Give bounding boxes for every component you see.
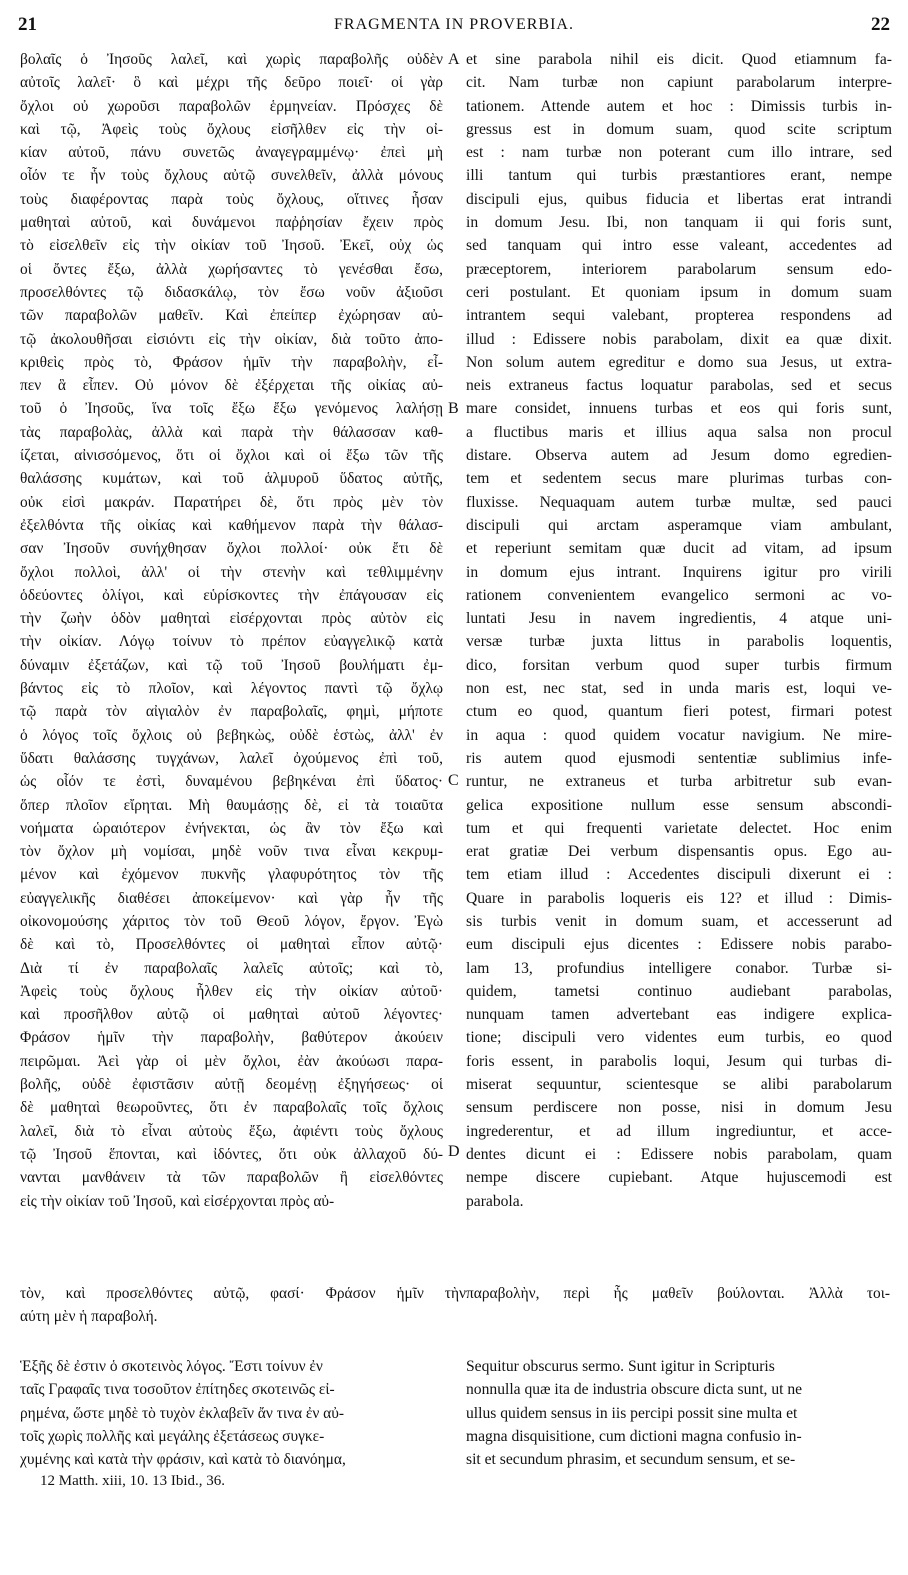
greek-column-lower	[20, 1355, 443, 1471]
latin-text-line: Sequitur obscurus sermo. Sunt igitur in Scripturis	[466, 1358, 775, 1375]
latin-text-line: ctum eo quod, quantum fieri potest, firmari potest	[466, 703, 892, 721]
margin-letter-b: B	[448, 400, 459, 417]
greek-text-line: ταῖς Γραφαῖς τινα τοσοῦτον ἐπίτηδες σκοτεινῶς εἰ-	[20, 1381, 335, 1399]
latin-text-line: fluxisse. Nequaquam autem turbæ multæ, sed pauci	[466, 493, 892, 511]
latin-text-line: est : nam turbæ non poterant cum illo intrare, sed	[466, 144, 892, 162]
latin-text-line: lam 13, profundius intelligere conabor. Turbæ si-	[466, 959, 892, 977]
greek-text-line: ὁ λόγος τοῖς ὄχλοις οὐ βεβηκὼς, οὐδὲ ἑστὼς, ἀλλ' ἐν	[20, 726, 443, 744]
latin-text-line: luntati Jesu in navem ingredientis, 4 atque uni-	[466, 610, 892, 628]
latin-text-line: nunquam tamen advertebant eas indigere explica-	[466, 1006, 892, 1024]
greek-text-line: εἰς τὴν οἰκίαν τοῦ Ἰησοῦ, καὶ εἰσέρχονται πρὸς αὐ-	[20, 1192, 335, 1210]
latin-text-line: intrantem sequi valebant, propterea respondens ad	[466, 307, 892, 325]
latin-text-line: dico, forsitan verbum quod super turbis firmum	[466, 656, 892, 674]
footnotes: 12 Matth. xiii, 10. 13 Ibid., 36.	[40, 1473, 225, 1489]
latin-text-line: in aqua : quod quidem vocatur navigium. Ne mire-	[466, 726, 892, 744]
greek-text-line: ὁδεύοντες ὀλίγοι, καὶ εὑρίσκοντες τὴν ἐπάγουσαν εἰς	[20, 586, 443, 604]
latin-text-line: quidem, tametsi continuo audiebant parabolas,	[466, 982, 892, 1000]
greek-text-line: νοήματα ὡραιότερον ἐνήνεκται, ὡς ἂν τὸν ἔξω καὶ	[20, 819, 443, 837]
latin-text-line: ullus quidem sensus in iis percipi possit sine multa et	[466, 1404, 798, 1422]
greek-column	[20, 48, 443, 1213]
greek-text-line: ὄχλοι πολλοὶ, ἀλλ' οἱ τὴν στενὴν καὶ τεθλιμμένην	[20, 563, 443, 581]
latin-text-line: sit et secundum phrasim, et secundum sensum, et se-	[466, 1451, 796, 1469]
greek-text-line: θαλάσσης κυμάτων, καὶ τοῦ ἁλμυροῦ ὕδατος αὐτῆς,	[20, 470, 443, 488]
latin-text-line: erat gratiæ Dei verbum dispensantis opus. Ego au-	[466, 843, 892, 861]
latin-column-lower	[466, 1355, 892, 1471]
latin-text-line: sis turbis venit in domum suam, et accesserunt ad	[466, 912, 892, 930]
latin-text-line: tationem. Attende autem et hoc : Dimissis turbis in-	[466, 97, 892, 115]
page-number-left: 21	[18, 14, 37, 35]
latin-text-line: Non solum autem egreditur e domo sua Jesus, ut extra-	[466, 353, 892, 371]
latin-text-line: ingrederentur, et ad illum ingrediuntur, et acce-	[466, 1122, 892, 1140]
greek-text-line: μένον καὶ ἐχόμενον πυκνῆς γλαφυρότητος τὸν τῆς	[20, 866, 443, 884]
margin-letter-d: D	[448, 1143, 460, 1160]
latin-text-line: distare. Observa autem ad Jesum domo egredien-	[466, 447, 892, 465]
latin-text-line: sed tanquam qui intro esse valeant, accedentes ad	[466, 237, 892, 255]
greek-text-line: ὄχλοι οὐ χωροῦσι παραβολῶν ἑρμηνείαν. Πρόσχες δὲ	[20, 97, 443, 115]
latin-text-line: dentes dicunt ei : Edissere nobis parabolam, quam	[466, 1145, 892, 1163]
greek-text-line: οἱ ὄντες ἔξω, ἀλλὰ χωρήσαντες τὸ γενέσθαι ἔσω,	[20, 260, 443, 278]
spanning-line-greek: τὸν, καὶ προσελθόντες αὐτῷ, φασί· Φράσον ἡμῖν τὴν	[20, 1285, 466, 1302]
greek-text-line: νανται μανθάνειν τὰ τῶν παραβολῶν ἢ εἰσελθόντες	[20, 1169, 443, 1187]
latin-text-line: tem et sedentem secus mare plurimas turbas con-	[466, 470, 892, 488]
latin-text-line: tum et qui frequenti varietate delectet. Hoc enim	[466, 819, 892, 837]
latin-text-line: versæ turbæ juxta littus in parabolis loquentis,	[466, 633, 892, 651]
greek-text-line: λαλεῖ, διὰ τὸ εἶναι αὐτοὺς ἔξω, ἀφιέντι τοὺς ὄχλους	[20, 1122, 443, 1140]
greek-text-line: ρημένα, ὥστε μηδὲ τὸ τυχὸν ἐκλαβεῖν ἄν τινα ἐν αὐ-	[20, 1404, 344, 1422]
greek-text-line: Φράσον ἡμῖν τὴν παραβολὴν, βαθύτερον ἀκούειν	[20, 1029, 443, 1047]
latin-column	[466, 48, 892, 1213]
greek-text-line: τῶν παραβολῶν μαθεῖν. Καὶ ἐπείπερ ἐχώρησαν αὐ-	[20, 307, 443, 325]
latin-text-line: discipuli ejus, quibus fiducia et libertas erat intrandi	[466, 190, 892, 208]
spanning-line-end: αύτη μὲν ἡ παραβολή.	[20, 1308, 158, 1325]
greek-text-line: πειρῶμαι. Ἀεὶ γὰρ οἱ μὲν ὄχλοι, ἐὰν ἀκούωσι παρα-	[20, 1052, 443, 1070]
latin-text-line: in domum Jesu. Ibi, non tanquam ii qui foris sunt,	[466, 214, 892, 232]
greek-text-line: τὰς παραβολὰς, ἀλλὰ καὶ παρὰ τὴν θάλασσαν καθ-	[20, 423, 443, 441]
greek-text-line: ίζεται, αἰνισσόμενος, ὅτι οἱ ὄχλοι καὶ οἱ ἔξω τῶν τῆς	[20, 447, 443, 465]
greek-text-line: πεν ἃ εἶπεν. Οὐ μόνον δὲ ἐξέρχεται τῆς οἰκίας αὐ-	[20, 377, 443, 395]
page-header	[18, 14, 890, 40]
latin-text-line: Quare in parabolis loqueris eis 12? et illud : Dimis-	[466, 889, 892, 907]
greek-text-line: τοῖς χωρὶς πολλῆς καὶ μεγάλης ἐξετάσεως συγκε-	[20, 1427, 325, 1445]
latin-text-line: eum discipuli ejus dicentes : Edissere nobis parabo-	[466, 936, 892, 954]
latin-text-line: parabola.	[466, 1192, 524, 1210]
greek-text-line: ὅπερ πλοῖον εἴρηται. Μὴ θαυμάσῃς δὲ, εἰ τὰ τοιαῦτα	[20, 796, 443, 814]
margin-letter-c: C	[448, 772, 459, 789]
running-title: FRAGMENTA IN PROVERBIA.	[334, 16, 574, 33]
greek-text-line: κριθεὶς πρὸς τὸ, Φράσον ἡμῖν τὴν παραβολὴν, εἶ-	[20, 353, 443, 371]
greek-text-line: σαν Ἰησοῦν συνήχθησαν ὄχλοι πολλοί· οὐκ ἔτι δὲ	[20, 540, 443, 558]
latin-text-line: rationem convenientem evangelico sermoni ac vo-	[466, 586, 892, 604]
latin-text-line: cit. Nam turbæ non capiunt parabolarum interpre-	[466, 74, 892, 92]
greek-text-line: οἰκονομούσης χάριτος τὸν τοῦ Θεοῦ λόγον, ἔργον. Ἐγὼ	[20, 912, 443, 930]
greek-text-line: οὐκ εἰσὶ μακράν. Παρατήρει δὲ, ὅτι πρὸς μὲν τὸν	[20, 493, 443, 511]
latin-text-line: tione; discipuli vero videntes eum turbis, eo quod	[466, 1029, 892, 1047]
latin-text-line: nempe discere cupiebant. Atque hujuscemodi est	[466, 1169, 892, 1187]
greek-text-line: τῷ παρὰ τὸν αἰγιαλὸν ἐν παραβολαῖς, φημὶ, μήποτε	[20, 703, 443, 721]
spanning-line-continuation: παραβολὴν, περὶ ἧς μαθεῖν βούλονται. Ἀλλὰ τοι-	[466, 1285, 890, 1302]
latin-text-line: et sine parabola nihil eis dicit. Quod etiamnum fa-	[466, 51, 892, 68]
greek-text-line: δὲ μαθηταὶ θεωροῦντες, ὅτι ἐν παραβολαῖς τοῖς ὄχλοις	[20, 1099, 443, 1117]
greek-text-line: δύναμιν ἐξετάζων, καὶ τῷ τοῦ Ἰησοῦ βουλήματι ἐμ-	[20, 656, 443, 674]
latin-text-line: a fluctibus maris et illius aqua salsa non procul	[466, 423, 892, 441]
latin-text-line: nonnulla quæ ita de industria obscure dicta sunt, ut ne	[466, 1381, 803, 1399]
greek-text-line: χυμένης καὶ κατὰ τὴν φράσιν, καὶ κατὰ τὸ διανόημα,	[20, 1451, 346, 1469]
latin-text-line: foris essent, in parabolis loqui, Jesum qui turbas di-	[466, 1052, 892, 1070]
greek-text-line: δὲ καὶ τὸ, Προσελθόντες οἱ μαθηταὶ εἶπον αὐτῷ·	[20, 936, 443, 954]
latin-text-line: tem etiam illud : Accedentes discipuli dixerunt ei :	[466, 866, 892, 884]
greek-text-line: ὡς οἷόν τε ἐστὶ, δυναμένου βεβηκέναι ἐπὶ ὕδατος·	[20, 773, 443, 791]
greek-text-line: τοῦ ὁ Ἰησοῦς, ἵνα τοῖς ἔξω ἔξω γενόμενος λαλήσῃ	[20, 400, 443, 418]
greek-text-line: καὶ τῷ, Ἀφεὶς τοὺς ὄχλους εἰσῆλθεν εἰς τὴν οἰ-	[20, 120, 443, 138]
greek-text-line: τοὺς διαφέροντας παρὰ τοὺς ὄχλους, οἵτινες ἦσαν	[20, 190, 443, 208]
greek-text-line: τὴν οἰκίαν. Λόγῳ τοίνυν τὸ πρέπον εὐαγγελικῷ κατὰ	[20, 633, 443, 651]
latin-text-line: runtur, ne extraneus et turba arbitretur sub evan-	[466, 773, 892, 791]
greek-text-line: ὕδατι θαλάσσης τυγχάνων, λαλεῖ ὀχούμενος ἐπὶ τοῦ,	[20, 749, 443, 767]
greek-text-line: καὶ προσῆλθον αὐτῷ οἱ μαθηταὶ αὐτοῦ λέγοντες·	[20, 1006, 443, 1024]
latin-text-line: non est, nec stat, sed in unda maris est, loqui ve-	[466, 680, 892, 698]
spanning-line	[20, 1282, 892, 1305]
latin-text-line: sensum perdiscere non posse, nisi in domum Jesu	[466, 1099, 892, 1117]
latin-text-line: miserat sequuntur, scientesque se alibi parabolarum	[466, 1076, 892, 1094]
greek-text-line: ἐξελθόντα τῆς οἰκίας καὶ καθήμενον παρὰ τὴν θάλασ-	[20, 516, 443, 534]
greek-text-line: κίαν αὐτοῦ, πάνυ συνετῶς ἀναγεγραμμένῳ· ἐπεὶ μὴ	[20, 144, 443, 162]
greek-text-line: προσελθόντες τῷ διδασκάλῳ, τὸν ἔσω νοῦν ἀξιοῦσι	[20, 283, 443, 301]
greek-text-line: τὸν ὄχλον μὴ νομίσαι, μηδὲ νοῦν τινα εἶναι κεκρυμ-	[20, 843, 443, 861]
latin-text-line: magna disquisitione, cum dictioni magna confusio in-	[466, 1427, 802, 1445]
latin-text-line: in domum ejus intrant. Inquirens igitur pro virili	[466, 563, 892, 581]
margin-letter-a: A	[448, 51, 460, 68]
greek-text-line: βολῆς, οὐδὲ ἐφιστᾶσιν αὐτῇ δεομένῃ ἐξηγήσεως· οἱ	[20, 1076, 443, 1094]
latin-text-line: illi tantum qui turbis præstantiores erant, nempe	[466, 167, 892, 185]
latin-text-line: ris autem quod ejusmodi sententiæ sublimius infe-	[466, 749, 892, 767]
greek-text-line: τὴν ζωὴν ὁδὸν μαθηταὶ εἰσέρχονται πρὸς αὐτὸν εἰς	[20, 610, 443, 628]
latin-text-line: neis extraneus factus loquatur parabolas, sed et secus	[466, 377, 892, 395]
latin-text-line: discipuli qui arctam asperamque viam ambulant,	[466, 516, 892, 534]
greek-text-line: Διὰ τί ἐν παραβολαῖς λαλεῖς αὐτοῖς; καὶ τὸ,	[20, 959, 443, 977]
latin-text-line: ceri postulant. Et quoniam ipsum in domum suam	[466, 283, 892, 301]
greek-text-line: Ἑξῆς δὲ ἐστιν ὁ σκοτεινὸς λόγος. Ἔστι τοίνυν ἐν	[20, 1358, 323, 1375]
latin-text-line: gressus est in domum suam, quod scite scriptum	[466, 120, 892, 138]
greek-text-line: εὐαγγελικῆς διαθέσει ἀποκείμενον· καὶ γὰρ ἦν τῆς	[20, 889, 443, 907]
latin-text-line: gelica expositione nullum esse sensum abscondi-	[466, 796, 892, 814]
latin-text-line: illud : Edissere nobis parabolam, dixit ea quæ dixit.	[466, 330, 892, 348]
greek-text-line: τῷ ἀκολουθῆσαι εἰσιόντι εἰς τὴν οἰκίαν, διὰ τοῦτο ἀπο-	[20, 330, 443, 348]
greek-text-line: τῷ Ἰησοῦ ἕπονται, καὶ ἰδόντες, ὅτι οὐκ ἀλλαχοῦ δύ-	[20, 1145, 443, 1163]
latin-text-line: et reperiunt semitam quæ ducit ad vitam, ad ipsum	[466, 540, 892, 558]
greek-text-line: τὸ εἰσελθεῖν εἰς τὴν οἰκίαν τοῦ Ἰησοῦ. Ἐκεῖ, οὐχ ὡς	[20, 237, 443, 255]
greek-text-line: αὐτοῖς λαλεῖ· ὃ καὶ μέχρι τῆς δεῦρο ποιεῖ· οἱ γὰρ	[20, 74, 443, 92]
greek-text-line: βολαῖς ὁ Ἰησοῦς λαλεῖ, καὶ χωρὶς παραβολῆς οὐδὲν	[20, 51, 443, 68]
page-number-right: 22	[871, 14, 890, 35]
latin-text-line: mare considet, innuens turbas et eos qui foris sunt,	[466, 400, 892, 418]
greek-text-line: μαθηταὶ αὐτοῦ, καὶ δυνάμενοι παῤῥησίαν ἔχειν πρὸς	[20, 214, 443, 232]
greek-text-line: Ἀφεὶς τοὺς ὄχλους ἦλθεν εἰς τὴν οἰκίαν αὐτοῦ·	[20, 982, 443, 1000]
latin-text-line: præceptorem, interiorem parabolarum sensum edo-	[466, 260, 892, 278]
greek-text-line: οἷόν τε ἦν τοὺς ὄχλους αὐτῷ συνελθεῖν, ἀλλὰ μόνους	[20, 167, 443, 185]
greek-text-line: βάντος εἰς τὸ πλοῖον, καὶ λέγοντος παντὶ τῷ ὄχλῳ	[20, 680, 443, 698]
